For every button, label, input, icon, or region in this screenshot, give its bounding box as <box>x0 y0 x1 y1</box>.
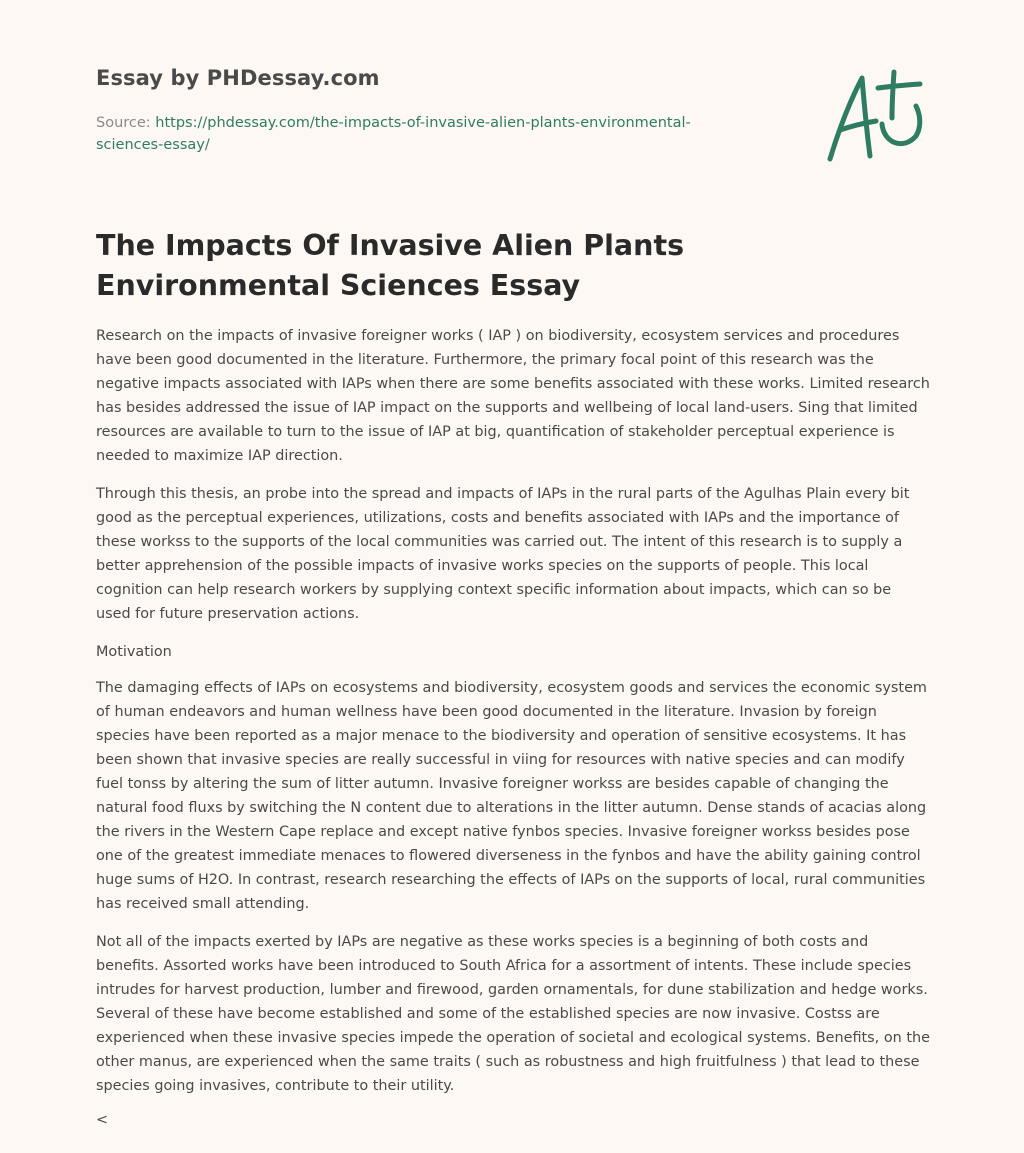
site-brand: Essay by PHDessay.com <box>96 66 380 90</box>
section-heading: Motivation <box>96 644 172 660</box>
a-plus-logo-icon <box>820 66 930 166</box>
source-link[interactable]: https://phdessay.com/the-impacts-of-invasive-alien-plants-environmental-sciences-essay/ <box>96 115 691 153</box>
more-marker: < <box>96 1112 109 1128</box>
article-title: The Impacts Of Invasive Alien Plants Environmental Sciences Essay <box>96 229 685 302</box>
source-line <box>96 112 736 156</box>
paragraph: Not all of the impacts exerted by IAPs are negative as these works species is a beginning of both costs and benefits. Assorted works have been introduced to South Africa for a assortment of intents. These include species intrudes for harvest production, lumber and firewood, garden ornamentals, for dune stabilization and hedge works. Several of these have become established and some of the established species are now invasive. Costss are experienced when these invasive species impede the operation of societal and ecological systems. Benefits, on the other manus, are experienced when the same traits ( such as robustness and high fruitfulness ) that lead to these species going invasives, contribute to their utility. <box>96 934 930 1094</box>
article-body <box>96 324 930 1128</box>
paragraph: The damaging effects of IAPs on ecosystems and biodiversity, ecosystem goods and services the economic system of human endeavors and human wellness have been good documented in the literature. Invasion by foreign species have been reported as a major menace to the biodiversity and operation of sensitive ecosystems. It has been shown that invasive species are really successful in viing for resources with native species and can modify fuel tonss by altering the sum of litter autumn. Invasive foreigner workss are besides capable of changing the natural food fluxs by switching the N content due to alterations in the litter autumn. Dense stands of acacias along the rivers in the Western Cape replace and except native fynbos species. Invasive foreigner workss besides pose one of the greatest immediate menaces to flowered diverseness in the fynbos and have the ability gaining control huge sums of H2O. In contrast, research researching the effects of IAPs on the supports of local, rural communities has received small attending. <box>96 680 927 912</box>
source-label: Source: <box>96 115 156 131</box>
paragraph: Research on the impacts of invasive foreigner works ( IAP ) on biodiversity, ecosystem services and procedures have been good documented in the literature. Furthermore, the primary focal point of this research was the negative impacts associated with IAPs when there are some benefits associated with these works. Limited research has besides addressed the issue of IAP impact on the supports and wellbeing of local land-users. Sing that limited resources are available to turn to the issue of IAP at big, quantification of stakeholder perceptual experience is needed to maximize IAP direction. <box>96 328 930 464</box>
paragraph: Through this thesis, an probe into the spread and impacts of IAPs in the rural parts of the Agulhas Plain every bit good as the perceptual experiences, utilizations, costs and benefits associated with IAPs and the importance of these workss to the supports of the local communities was carried out. The intent of this research is to supply a better apprehension of the possible impacts of invasive works species on the supports of people. This local cognition can help research workers by supplying context specific information about impacts, which can so be used for future preservation actions. <box>96 486 910 622</box>
